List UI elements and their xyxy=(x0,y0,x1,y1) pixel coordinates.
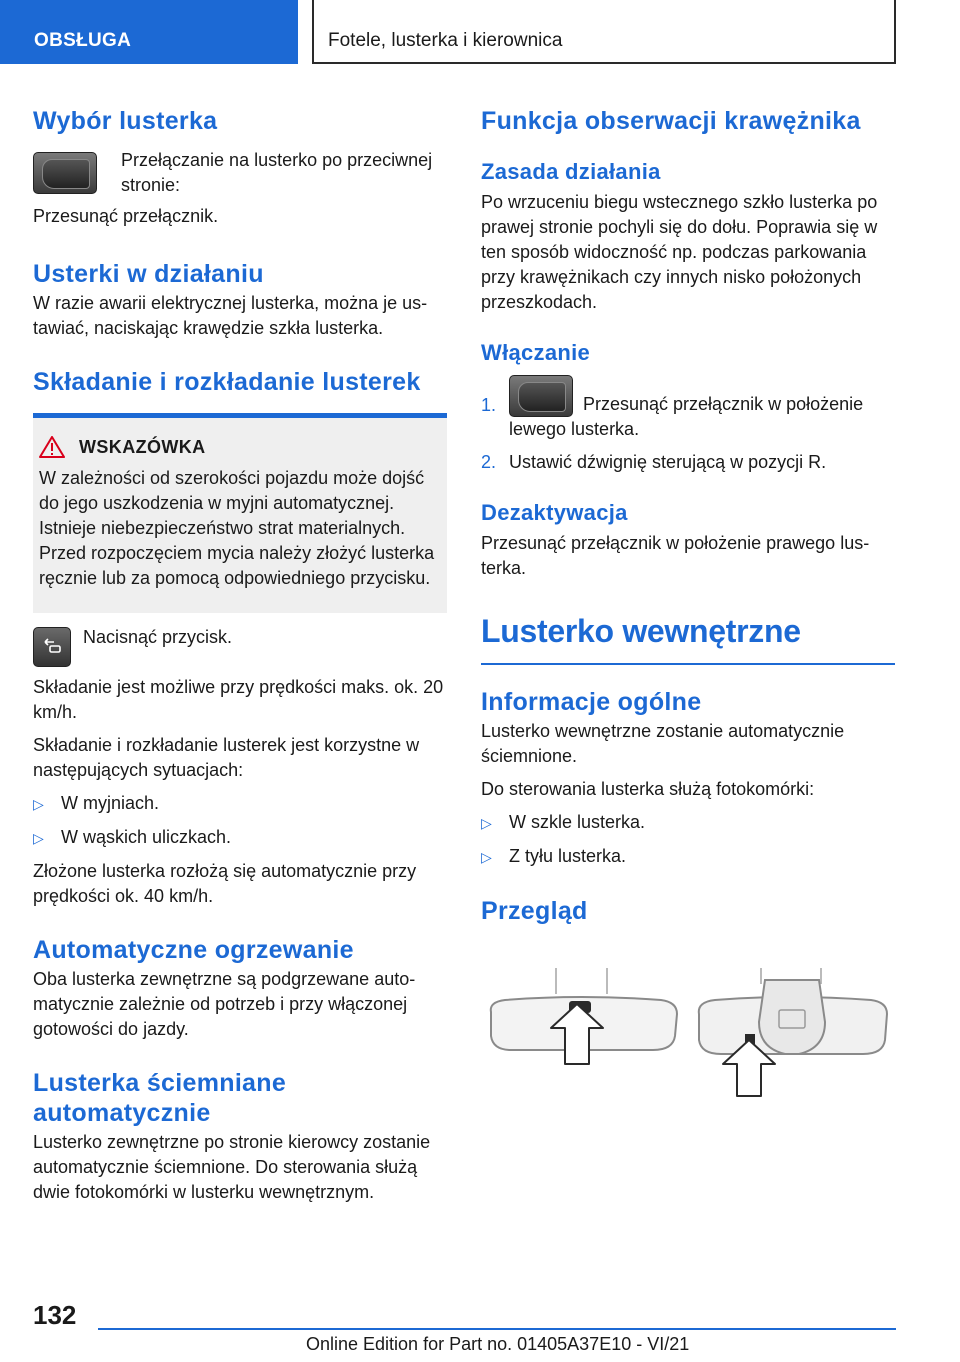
heading-wybor-lusterka: Wybór lusterka xyxy=(33,107,218,135)
bullet-triangle-icon: ▷ xyxy=(481,849,492,865)
chapter-label: Fotele, lusterka i kierownica xyxy=(328,30,563,51)
wybor-text: Przesunąć przełącznik. xyxy=(33,206,219,226)
usterki-text: W razie awarii elektrycznej lusterka, można je ustawiać, naciskając krawędzie szkła lusterka. xyxy=(33,293,428,338)
section-tab xyxy=(0,0,298,64)
footer-rule xyxy=(98,1328,896,1330)
photo-text: Do sterowania lusterka służą fotokomórki: xyxy=(481,779,815,799)
dezakt-text: Przesunąć przełącznik w położenie prawego lusterka. xyxy=(481,533,870,578)
list-item: ▷ W szkle lusterka. xyxy=(481,810,895,836)
list-item: ▷ Z tyłu lusterka. xyxy=(481,844,895,870)
note-text: W zależności od szerokości pojazdu może dojść do jego uszkodzenia w myjni automatycznej. Istnieje niebezpieczeństwo strat materialnych. Przed rozpoczęciem mycia należy złożyć lusterka ręcznie lub za pomocą odpowiedniego przycisku. xyxy=(39,468,435,588)
unfold-text: Złożone lusterka rozłożą się automatycznie przy prędkości ok. 40 km/h. xyxy=(33,861,417,906)
press-text: Nacisnąć przycisk. xyxy=(83,627,233,647)
step-2: 2. Ustawić dźwignię sterującą w pozycji R. xyxy=(481,452,827,472)
edition-text: Online Edition for Part no. 01405A37E10 - VI/21 xyxy=(306,1334,690,1354)
heading-ogrzewanie: Automatyczne ogrzewanie xyxy=(33,936,354,964)
mirror-switch-icon xyxy=(509,375,573,417)
fold-button-row xyxy=(33,627,447,667)
speed-text: Składanie jest możliwe przy prędkości maks. ok. 20 km/h. xyxy=(33,677,444,722)
list-item: ▷ W myjniach. xyxy=(33,791,447,817)
interior-mirror-illustration xyxy=(481,964,895,1114)
heading-zasada: Zasada działania xyxy=(481,159,661,184)
info-text: Lusterko wewnętrzne zostanie automatycznie ściemnione. xyxy=(481,721,845,766)
note-label: WSKAZÓWKA xyxy=(79,436,206,457)
left-column xyxy=(33,96,447,1205)
bullet-triangle-icon: ▷ xyxy=(33,830,44,846)
heading-informacje: Informacje ogólne xyxy=(481,688,702,716)
useful-text: Składanie i rozkładanie lusterek jest korzystne w następujących sytuacjach: xyxy=(33,735,420,780)
mirror-rear-view xyxy=(699,968,887,1096)
right-column xyxy=(481,96,895,1119)
fold-mirror-button-icon xyxy=(33,627,71,667)
heading-sciemniane-2: automatycznie xyxy=(33,1099,211,1127)
heading-lusterko-wewnetrzne: Lusterko wewnętrzne xyxy=(481,613,801,649)
chapter-rule xyxy=(481,663,895,665)
heading-krawejznik: Funkcja obserwacji krawężnika xyxy=(481,107,861,135)
page-number: 132 xyxy=(33,1300,77,1330)
step-1: 1. Przesunąć przełącznik w położenie lewego lusterka. xyxy=(481,375,895,442)
list-item: ▷ W wąskich uliczkach. xyxy=(33,825,447,851)
mirror-switch-icon xyxy=(33,152,97,194)
heating-text: Oba lusterka zewnętrzne są podgrzewane automatycznie zależnie od potrzeb i przy włączonej gotowości do jazdy. xyxy=(33,969,416,1039)
heading-skladanie: Składanie i rozkładanie lusterek xyxy=(33,368,421,396)
bullet-triangle-icon: ▷ xyxy=(481,815,492,831)
heading-usterki: Usterki w działaniu xyxy=(33,260,264,288)
dimming-text: Lusterko zewnętrzne po stronie kierowcy zostanie automatycznie ściemnione. Do sterowania służą dwie fotokomórki w lusterku wewnętrznym. xyxy=(33,1132,431,1202)
warning-triangle-icon xyxy=(39,436,65,458)
mirror-front-view xyxy=(491,968,677,1064)
zasada-text: Po wrzuceniu biegu wstecznego szkło lusterka po prawej stronie pochyli się do dołu. Poprawia się w ten sposób widoczność np. podczas parkowania przy krawężnikach czy innych nisko położonych przeszkodach. xyxy=(481,192,878,312)
heading-wlaczanie: Włączanie xyxy=(481,340,591,365)
bullet-triangle-icon: ▷ xyxy=(33,796,44,812)
section-label: OBSŁUGA xyxy=(34,30,132,51)
warning-note xyxy=(33,418,447,613)
heading-dezaktywacja: Dezaktywacja xyxy=(481,500,628,525)
heading-sciemniane-1: Lusterka ściemniane xyxy=(33,1069,287,1097)
heading-przeglad: Przegląd xyxy=(481,897,588,925)
note-title xyxy=(39,436,447,458)
mirror-switch-text: Przełączanie na lusterko po przeciwnej stronie: xyxy=(121,150,433,195)
mirror-switch-row xyxy=(33,148,447,198)
chapter-tab xyxy=(312,0,896,64)
